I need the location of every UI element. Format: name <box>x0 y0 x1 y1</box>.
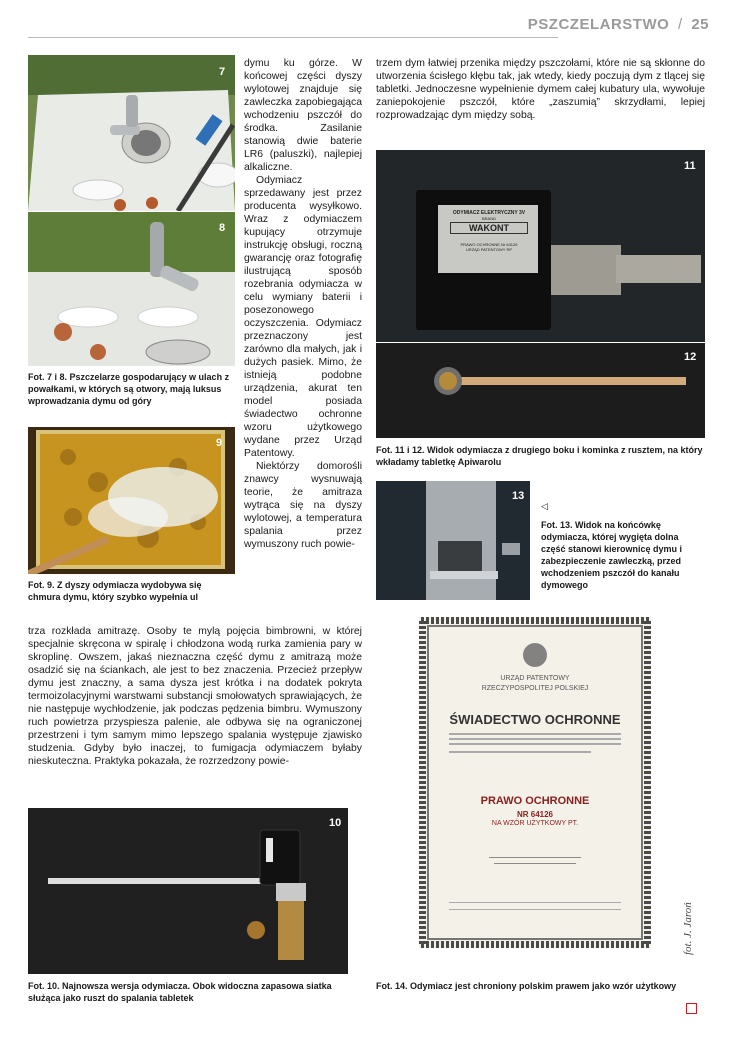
photo-credit: fot. J. Jaroń <box>682 902 694 955</box>
photo-11 <box>376 150 705 342</box>
certificate-authority: RZECZYPOSPOLITEJ POLSKIEJ <box>481 685 589 692</box>
column-3-text <box>376 57 705 122</box>
end-mark-icon <box>686 1003 697 1014</box>
certificate-authority: URZĄD PATENTOWY <box>500 675 570 682</box>
certificate-number: NR 64126 <box>516 810 554 819</box>
device-label-line: ODYMIACZ ELEKTRYCZNY 3V <box>452 210 526 216</box>
paragraph: dymu ku górze. W końcowej części dyszy wylotowej znajduje się zawleczka zapobiegająca wchodzeniu pszczół do środka. Zasilanie stanowią dwie baterie LR6 (paluszki), najlepiej alkaliczne. <box>244 58 362 173</box>
certificate-fine-print <box>419 733 651 753</box>
certificate-title: ŚWIADECTWO OCHRONNE <box>449 712 621 727</box>
device-label <box>440 207 538 273</box>
caption-fot-14: Fot. 14. Odymiacz jest chroniony polskim prawem jako wzór użytkowy <box>376 981 677 991</box>
certificate-signature-lines <box>419 902 651 910</box>
paragraph: Odymiacz sprzedawany jest przez producenta wysyłkowo. Wraz z odymiaczem kupujący otrzymuje instrukcję obsługi, roczną gwarancję oraz fotografię ilustrującą sposób rozebrania odymiacza w celu wymiany baterii i posezonowego oczyszczenia. Odymiacz przeznaczony jest zarówno dla małych, jak i dużych pasiek. Mimo, że istnieją podobne urządzenia, akurat ten model posiada świadectwo ochronne wzoru użytkowego wydane przez Urząd Patentowy. <box>244 175 362 459</box>
photo-9 <box>28 427 235 574</box>
photo-10 <box>28 808 348 974</box>
running-header <box>528 16 709 33</box>
device-label-brand: WAKONT <box>450 222 528 234</box>
eagle-emblem-icon <box>523 643 547 667</box>
caption-fot-9: Fot. 9. Z dyszy odymiacza wydobywa się chmura dymu, który szybko wypełnia ul <box>28 580 202 602</box>
column-2-text <box>244 57 362 551</box>
device-label-line: PRAWO OCHRONNE Nr 64126 <box>460 242 518 247</box>
certificate-image <box>419 617 651 948</box>
photo-9-number: 9 <box>216 437 223 449</box>
photo-8-number: 8 <box>219 222 226 234</box>
caption-fot-11-12: Fot. 11 i 12. Widok odymiacza z drugiego boku i kominka z rusztem, na który wkładamy tabletkę Apiwarolu <box>376 445 703 467</box>
photo-13-number: 13 <box>512 490 525 502</box>
photo-12 <box>376 343 705 438</box>
paragraph: trza rozkłada amitrazę. Osoby te mylą pojęcia bimbrowni, w której specjalnie skręcona w spiralę i chłodzona wodą rurka zamienia pary w skroplinę. Owszem, jakaś nieznaczna część dymu z amitrazą może osadzić się na ściankach, ale jest to bez znaczenia. Przecież przepływ dymu jest znaczny, a sama dysza jest krótka i na dodatek pokryta termoizolacyjnymi warstwami substancji smołowatych sprawiających, że nie następuje wychłodzenie, jak podczas pędzenia bimbru. Wymuszony ruch powietrza przyspiesza palenie, ale odbywa się na ograniczonej przestrzeni i tym samym mimo lepszego spalania występuje zjawisko studzenia. Gdyby było inaczej, to fumigacja odymiaczem byłaby nieskuteczna. Praktyka pokazała, że rozrzedzony powie- <box>28 626 362 767</box>
paragraph: Niektórzy domorośli znawcy wysnuwają teorie, że amitraza wytrąca się na dyszy wylotowej, a temperatura spalania przez wymuszony ruch powie- <box>244 461 362 550</box>
photo-12-number: 12 <box>684 351 697 363</box>
caption-fot-10: Fot. 10. Najnowsza wersja odymiacza. Obok widoczna zapasowa siatka służąca jako ruszt do spalania tabletek <box>28 981 332 1003</box>
photo-7 <box>28 55 235 211</box>
photo-10-number: 10 <box>329 817 342 829</box>
section-name: PSZCZELARSTWO <box>527 16 670 33</box>
caption-arrow: ◁ <box>541 501 548 511</box>
caption-fot-13: Fot. 13. Widok na końcówkę odymiacza, której wygięta dolna część stanowi kierownicę dymu i zabezpieczenie zawleczką, przed wchodzeniem pszczół do kanału dymowego <box>541 520 683 590</box>
photo-7-number: 7 <box>219 66 226 78</box>
page-number: 25 <box>691 16 709 33</box>
header-rule <box>28 37 558 38</box>
certificate-rights-title: PRAWO OCHRONNE <box>480 795 590 807</box>
device-label-line: BRAND <box>481 216 496 221</box>
device-label-line: URZĄD PATENTOWY RP <box>465 247 513 252</box>
paragraph: trzem dym łatwiej przenika między pszczołami, które nie są skłonne do utworzenia ścisłego kłębu tak, jak wtedy, kiedy poczują dym z tlącej się tabletki. Jednoczesne wypełnienie dymem całej kubatury ula, wywołuje zaniepokojenie pszczół, które „zaszumią” skrzydłami, lepiej rozprowadzając dym między sobą. <box>376 58 705 121</box>
photo-8 <box>28 212 235 366</box>
header-separator: / <box>677 16 683 33</box>
column-1-bottom-text <box>28 625 362 768</box>
certificate-type: NA WZÓR UŻYTKOWY PT. <box>491 820 579 827</box>
photo-13 <box>376 481 530 600</box>
photo-11-number: 11 <box>684 160 696 172</box>
caption-fot-7-8: Fot. 7 i 8. Pszczelarze gospodarujący w ulach z powałkami, w których są otwory, mają luksus wprowadzania dymu od góry <box>28 372 230 406</box>
certificate-script-lines <box>419 857 651 864</box>
